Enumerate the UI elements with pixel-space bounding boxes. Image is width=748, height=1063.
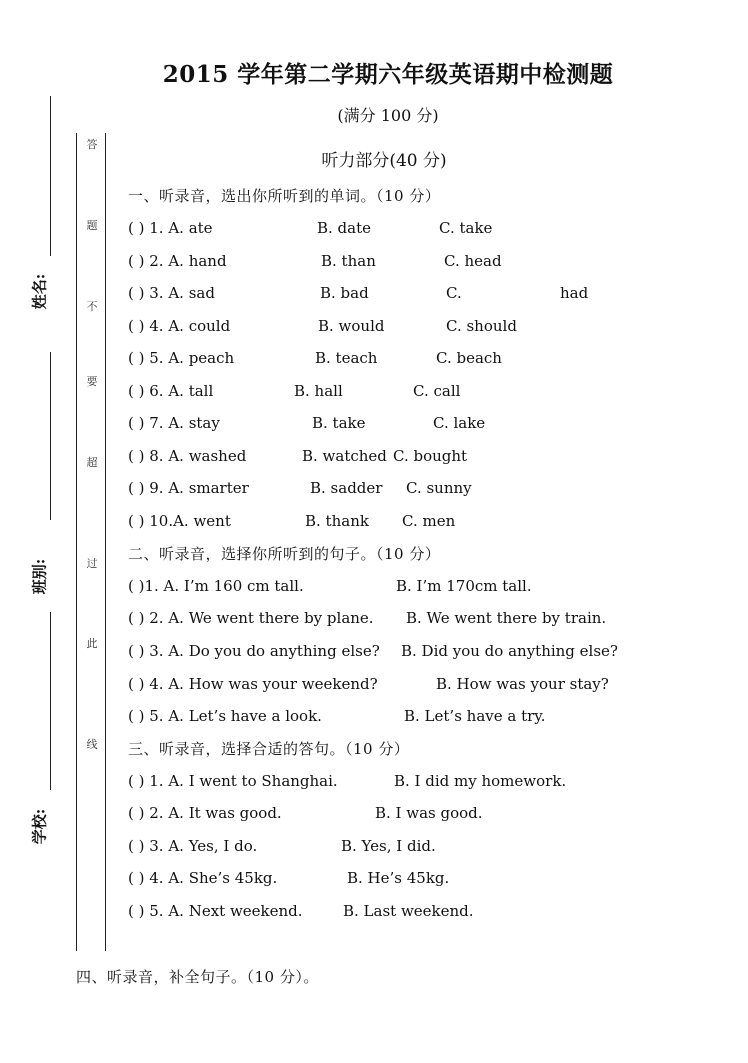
item-choice-a[interactable]: ( ) 10.A. went [128, 512, 231, 530]
item-choice-c: C. bought [393, 447, 468, 465]
item-choice-c: C. call [413, 382, 461, 400]
item-choice-a[interactable]: ( ) 3. A. Yes, I do. [128, 837, 258, 855]
item-choice-a[interactable]: ( ) 2. A. hand [128, 252, 227, 270]
item-choice-c: C. lake [433, 414, 486, 432]
item-choice-a[interactable]: ( ) 1. A. ate [128, 219, 213, 237]
item-choice-c: C. should [446, 317, 517, 335]
item-choice-a[interactable]: ( )1. A. I’m 160 cm tall. [128, 577, 304, 595]
item-choice-b: B. I’m 170cm tall. [396, 577, 532, 595]
section-3-heading: 三、听录音，选择合适的答句。（10 分） [128, 740, 410, 758]
item-choice-b: B. teach [315, 349, 378, 367]
item-choice-b: B. would [318, 317, 385, 335]
item-choice-b: B. Last weekend. [343, 902, 474, 920]
item-choice-c: C. [446, 284, 462, 302]
margin-outer-line [76, 133, 77, 951]
seal-char: 要 [86, 375, 98, 388]
item-choice-a[interactable]: ( ) 1. A. I went to Shanghai. [128, 772, 338, 790]
item-choice-c: C. men [402, 512, 456, 530]
item-choice-a[interactable]: ( ) 7. A. stay [128, 414, 220, 432]
seal-char: 过 [86, 557, 98, 570]
item-choice-c-word: had [560, 284, 589, 302]
item-choice-a[interactable]: ( ) 5. A. Next weekend. [128, 902, 303, 920]
section-4-heading: 四、听录音，补全句子。（10 分）。 [76, 968, 319, 986]
item-choice-b: B. bad [320, 284, 369, 302]
name-label: 姓名: [30, 273, 49, 310]
item-choice-c: C. beach [436, 349, 502, 367]
full-score-note: (满分 100 分) [337, 106, 439, 125]
seal-char: 此 [86, 637, 98, 650]
item-choice-b: B. He’s 45kg. [347, 869, 450, 887]
item-choice-c: C. take [439, 219, 493, 237]
item-choice-b: B. I was good. [375, 804, 483, 822]
item-choice-b: B. than [321, 252, 376, 270]
item-choice-b: B. date [317, 219, 372, 237]
item-choice-b: B. take [312, 414, 366, 432]
item-choice-a[interactable]: ( ) 4. A. could [128, 317, 231, 335]
item-choice-b: B. Let’s have a try. [404, 707, 546, 725]
item-choice-b: B. sadder [310, 479, 383, 497]
item-choice-b: B. I did my homework. [394, 772, 567, 790]
school-fill-line[interactable] [50, 612, 51, 790]
section-2-heading: 二、听录音，选择你所听到的句子。（10 分） [128, 545, 441, 563]
item-choice-b: B. Yes, I did. [341, 837, 436, 855]
item-choice-c: C. sunny [406, 479, 472, 497]
school-label: 学校: [30, 808, 49, 845]
item-choice-a[interactable]: ( ) 2. A. It was good. [128, 804, 282, 822]
item-choice-b: B. thank [305, 512, 369, 530]
item-choice-b: B. How was your stay? [436, 675, 609, 693]
item-choice-a[interactable]: ( ) 6. A. tall [128, 382, 214, 400]
item-choice-a[interactable]: ( ) 5. A. peach [128, 349, 235, 367]
item-choice-b: B. We went there by train. [406, 609, 607, 627]
class-fill-line[interactable] [50, 352, 51, 520]
item-choice-a[interactable]: ( ) 4. A. She’s 45kg. [128, 869, 278, 887]
margin-inner-line [105, 133, 106, 951]
item-choice-b: B. Did you do anything else? [401, 642, 618, 660]
item-choice-a[interactable]: ( ) 8. A. washed [128, 447, 247, 465]
item-choice-b: B. hall [294, 382, 343, 400]
seal-char: 超 [86, 456, 98, 469]
item-choice-a[interactable]: ( ) 3. A. Do you do anything else? [128, 642, 380, 660]
name-fill-line[interactable] [50, 96, 51, 256]
item-choice-a[interactable]: ( ) 5. A. Let’s have a look. [128, 707, 322, 725]
seal-char: 线 [86, 738, 98, 751]
seal-char: 题 [86, 219, 98, 232]
seal-char: 不 [86, 300, 98, 313]
class-label: 班别: [30, 558, 49, 595]
seal-char: 答 [86, 138, 98, 151]
exam-title: 2015 学年第二学期六年级英语期中检测题 [162, 61, 614, 88]
listening-part-label: 听力部分(40 分) [321, 151, 447, 171]
item-choice-a[interactable]: ( ) 3. A. sad [128, 284, 215, 302]
item-choice-b: B. watched [302, 447, 387, 465]
item-choice-c: C. head [444, 252, 502, 270]
item-choice-a[interactable]: ( ) 2. A. We went there by plane. [128, 609, 374, 627]
item-choice-a[interactable]: ( ) 4. A. How was your weekend? [128, 675, 378, 693]
section-1-heading: 一、听录音，选出你所听到的单词。（10 分） [128, 187, 441, 205]
item-choice-a[interactable]: ( ) 9. A. smarter [128, 479, 249, 497]
